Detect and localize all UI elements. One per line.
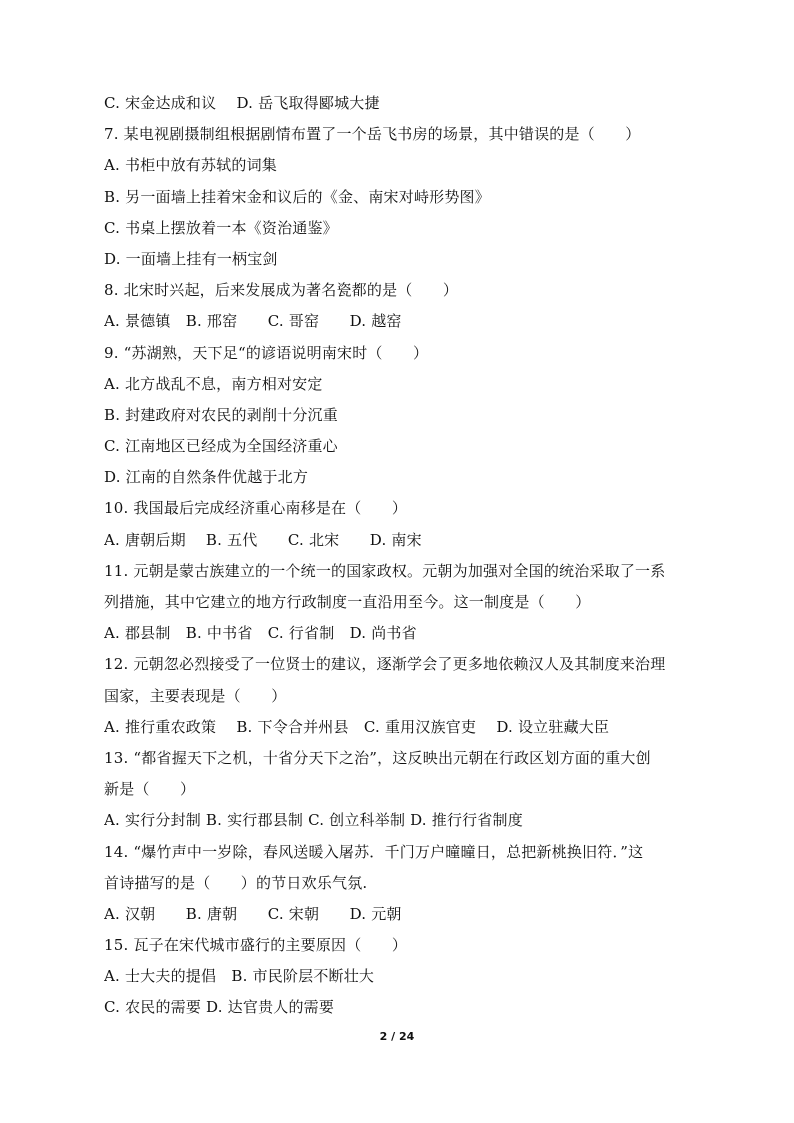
question-12-options: A. 推行重农政策 B. 下令合并州县 C. 重用汉族官吏 D. 设立驻藏大臣 <box>104 717 610 736</box>
question-12-stem-line-2: 国家，主要表现是（ ） <box>104 686 287 705</box>
question-15-options-a-b: A. 士大夫的提倡 B. 市民阶层不断壮大 <box>104 967 375 986</box>
question-7-option-a: A. 书柜中放有苏轼的词集 <box>104 156 277 175</box>
page-number: 2 / 24 <box>379 1030 415 1043</box>
question-12-stem-line-1: 12. 元朝忽必烈接受了一位贤士的建议，逐渐学会了更多地依赖汉人及其制度来治理 <box>104 655 666 674</box>
question-9-option-c: C. 江南地区已经成为全国经济重心 <box>104 437 338 456</box>
question-10-options: A. 唐朝后期 B. 五代 C. 北宋 D. 南宋 <box>104 530 422 549</box>
question-10-stem: 10. 我国最后完成经济重心南移是在（ ） <box>104 499 408 518</box>
question-8-stem: 8. 北宋时兴起，后来发展成为著名瓷都的是（ ） <box>104 281 459 300</box>
question-text-block <box>104 88 704 1024</box>
question-9-option-a: A. 北方战乱不息，南方相对安定 <box>104 374 323 393</box>
question-11-options: A. 郡县制 B. 中书省 C. 行省制 D. 尚书省 <box>104 624 417 643</box>
question-9-option-d: D. 江南的自然条件优越于北方 <box>104 468 309 487</box>
question-15-stem: 15. 瓦子在宋代城市盛行的主要原因（ ） <box>104 936 408 955</box>
question-9-stem: 9. “苏湖熟，天下足“的谚语说明南宋时（ ） <box>104 343 429 362</box>
question-13-stem-line-1: 13. “都省握天下之机，十省分天下之治”，这反映出元朝在行政区划方面的重大创 <box>104 748 651 767</box>
text-line: C. 宋金达成和议 D. 岳飞取得郾城大捷 <box>104 94 380 112</box>
question-14-stem-line-1: 14. “爆竹声中一岁除，春风送暖入屠苏．千门万户曈曈日，总把新桃换旧符．”这 <box>104 842 644 861</box>
question-9-option-b: B. 封建政府对农民的剥削十分沉重 <box>104 405 338 424</box>
question-8-options: A. 景德镇 B. 邢窑 C. 哥窑 D. 越窑 <box>104 312 402 331</box>
question-14-options: A. 汉朝 B. 唐朝 C. 宋朝 D. 元朝 <box>104 904 402 923</box>
question-7-option-b: B. 另一面墙上挂着宋金和议后的《金、南宋对峙形势图》 <box>104 187 490 206</box>
question-7-stem: 7. 某电视剧摄制组根据剧情布置了一个岳飞书房的场景，其中错误的是（ ） <box>104 125 641 144</box>
question-11-stem-line-1: 11. 元朝是蒙古族建立的一个统一的国家政权。元朝为加强对全国的统治采取了一系 <box>104 561 666 580</box>
question-13-stem-line-2: 新是（ ） <box>104 780 196 799</box>
question-13-options: A. 实行分封制 B. 实行郡县制 C. 创立科举制 D. 推行行省制度 <box>104 811 523 830</box>
question-11-stem-line-2: 列措施，其中它建立的地方行政制度一直沿用至今。这一制度是（ ） <box>104 593 591 611</box>
question-7-option-d: D. 一面墙上挂有一柄宝剑 <box>104 249 278 268</box>
question-15-options-c-d: C. 农民的需要 D. 达官贵人的需要 <box>104 998 335 1017</box>
question-7-option-c: C. 书桌上摆放着一本《资治通鉴》 <box>104 218 338 237</box>
question-14-stem-line-2: 首诗描写的是（ ）的节日欢乐气氛. <box>104 873 368 892</box>
